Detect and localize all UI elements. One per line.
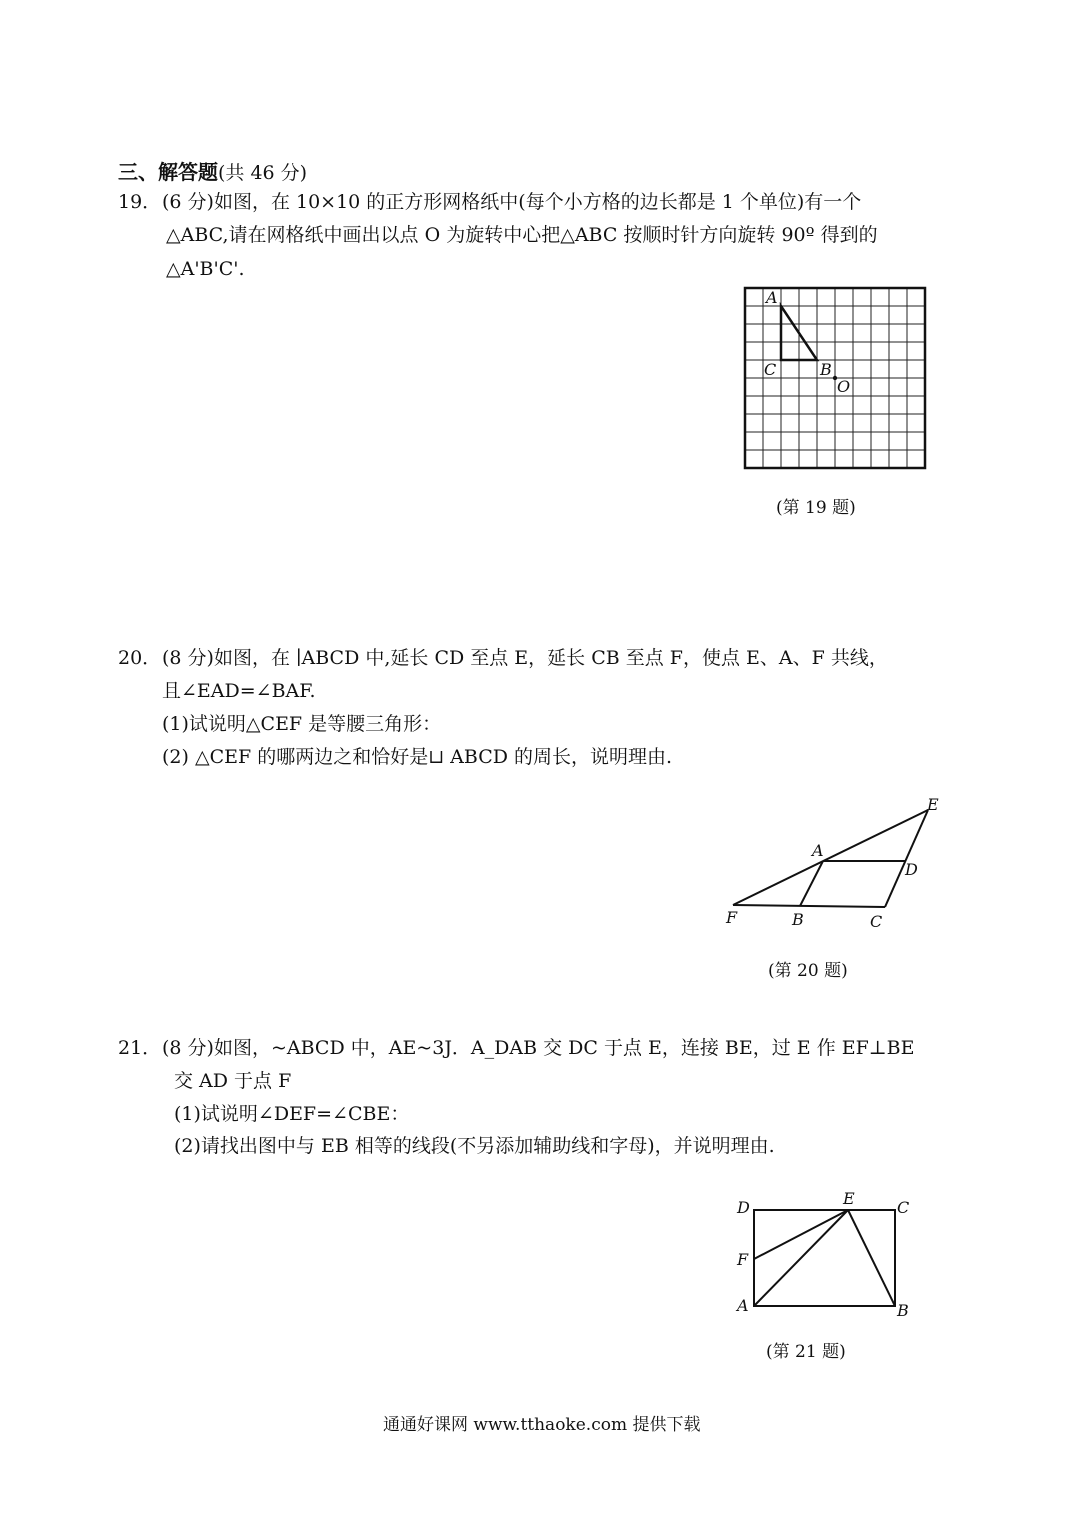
q20-line-3: (1)试说明△CEF 是等腰三角形： — [162, 713, 442, 735]
q20-lines — [733, 810, 928, 907]
label-b: B — [897, 1301, 909, 1320]
q20-caption: (第 20 题) — [768, 961, 848, 981]
q20-number: 20． — [118, 647, 162, 669]
label-c: C — [897, 1198, 910, 1217]
q20-line-1: (8 分)如图，在 ∣ABCD 中,延长 CD 至点 E，延长 CB 至点 F，使点 E、A、F 共线， — [162, 647, 888, 669]
section-heading — [118, 156, 307, 186]
label-b: B — [792, 910, 804, 929]
label-a: A — [812, 841, 824, 860]
section-points: (共 46 分) — [218, 162, 308, 184]
label-c: C — [764, 360, 777, 379]
q21-line-3: (1)试说明∠DEF=∠CBE： — [174, 1103, 410, 1125]
q20-line-4: (2) △CEF 的哪两边之和恰好是⊔ ABCD 的周长，说明理由. — [162, 746, 673, 768]
q19-line-3: △A'B'C'. — [166, 258, 245, 280]
label-d: D — [737, 1198, 750, 1217]
q21-line-1: (8 分)如图，~ABCD 中，AE~3J．A_DAB 交 DC 于点 E，连接 BE，过 E 作 EF⊥BE — [162, 1037, 915, 1059]
q19-line-1: (6 分)如图，在 10×10 的正方形网格纸中(每个小方格的边长都是 1 个单位)有一个 — [162, 191, 862, 213]
q21-caption: (第 21 题) — [766, 1342, 846, 1362]
q20-line-2: 且∠EAD=∠BAF. — [162, 680, 316, 702]
q21-line-2: 交 AD 于点 F — [174, 1070, 292, 1092]
label-a: A — [737, 1296, 749, 1315]
label-f: F — [737, 1250, 749, 1269]
label-a: A — [766, 288, 778, 307]
label-e: E — [843, 1189, 855, 1208]
label-d: D — [905, 860, 918, 879]
label-b: B — [820, 360, 832, 379]
label-f: F — [726, 908, 738, 927]
label-e: E — [927, 795, 939, 814]
q21-rectangle-figure — [725, 1185, 925, 1325]
section-title: 三、解答题 — [118, 160, 218, 184]
q21-line-4: (2)请找出图中与 EB 相等的线段(不另添加辅助线和字母)，并说明理由. — [174, 1135, 775, 1157]
page-footer: 通通好课网 www.tthaoke.com 提供下载 — [383, 1415, 701, 1435]
q19-caption: (第 19 题) — [776, 498, 856, 518]
q19-grid-figure — [720, 280, 940, 480]
q19-line-2: △ABC,请在网格纸中画出以点 O 为旋转中心把△ABC 按顺时针方向旋转 90º 得到的 — [166, 224, 878, 246]
q21-lines — [754, 1210, 895, 1306]
q21-number: 21． — [118, 1037, 162, 1059]
label-o: O — [837, 377, 851, 396]
label-c: C — [870, 912, 883, 931]
q20-parallelogram-figure — [715, 790, 955, 935]
q19-number: 19． — [118, 191, 162, 213]
